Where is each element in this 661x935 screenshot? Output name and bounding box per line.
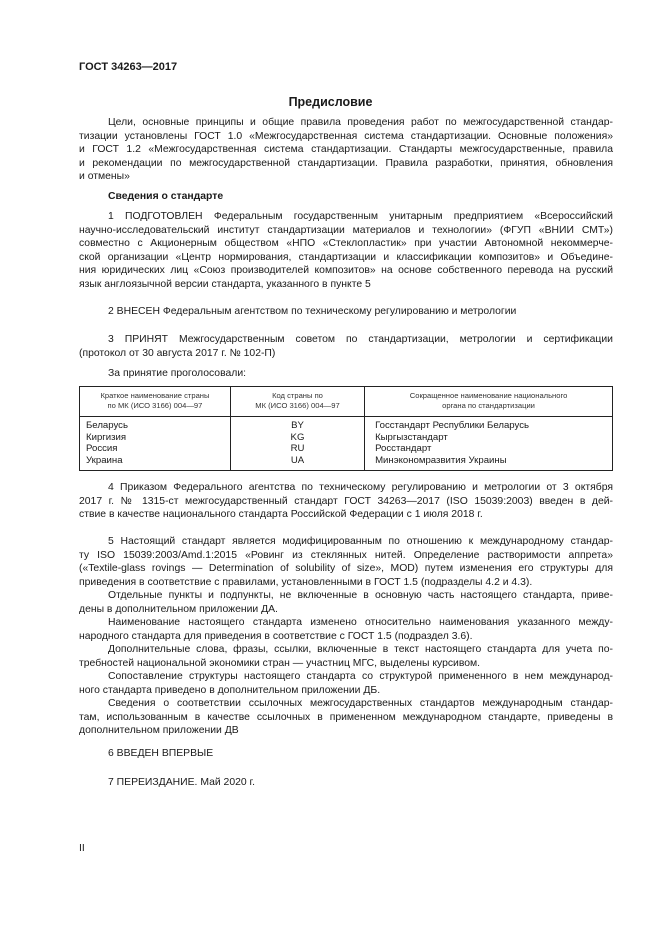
table-body-row (80, 417, 613, 471)
text-line: ния юридических лиц «Союз производителей композитов» на основе собственного перевода на русский (79, 265, 613, 276)
text-line: ствие в качестве национального стандарта Российской Федерации с 1 июля 2018 г. (79, 509, 483, 520)
item-7-paragraph (79, 776, 613, 790)
page-number: II (79, 843, 85, 854)
text-line: ного стандарта приведено в дополнительном приложении ДБ. (79, 684, 381, 696)
item-3-paragraph (79, 333, 613, 360)
table-cell: Украина (86, 454, 123, 466)
text-line: требностей национальной экономики стран — участниц МГС, выделены курсивом. (79, 657, 481, 669)
country-cell (80, 417, 231, 471)
table-cell: Россия (86, 443, 118, 454)
text-line: 3 ПРИНЯТ Межгосударственным советом по стандартизации, метрологии и сертификации (108, 334, 613, 345)
text-line: Цели, основные принципы и общие правила проведения работ по межгосударственной стандар- (108, 117, 613, 128)
text-line: там, использованным в качестве ссылочных в примененном международном стандарте, приведены в (79, 711, 613, 723)
organ-cell (365, 417, 613, 471)
table-cell: RU (290, 443, 305, 454)
text-line: Сопоставление структуры настоящего стандарта со структурой примененного в нем международ- (108, 671, 613, 682)
item-6-paragraph (79, 747, 613, 761)
column-header-code: Код страны по МК (ИСО 3166) 004—97 (230, 387, 364, 417)
table-header-row (80, 387, 613, 417)
text-line: ской организации «Центр нормирования, стандартизации и классификации композитов» и Объедине- (79, 251, 613, 263)
text-line: совместно с Акционерным обществом «НПО «Стеклопластик» при участии Автономной некоммерче- (79, 238, 613, 249)
table-cell: KG (290, 431, 305, 443)
column-header-country: Краткое наименование страны по МК (ИСО 3166) 004—97 (80, 387, 231, 417)
text-line: (протокол от 30 августа 2017 г. № 102-П) (79, 347, 276, 359)
table-cell: Киргизия (86, 431, 127, 443)
page-title: Предисловие (288, 95, 373, 109)
text-line: дополнительном приложении ДВ (79, 725, 239, 736)
text-line: язык англоязычной версии стандарта, указанного в пункте 5 (79, 278, 371, 290)
vote-intro (79, 367, 613, 381)
item-5-paragraph-4 (79, 643, 613, 670)
text-line: дены в дополнительном приложении ДА. (79, 603, 278, 615)
text-line: Дополнительные слова, фразы, ссылки, включенные в текст настоящего стандарта для учета по- (108, 644, 613, 655)
text-line: 4 Приказом Федерального агентства по техническому регулированию и метрологии от 3 октября (108, 482, 613, 493)
text-line: 7 ПЕРЕИЗДАНИЕ. Май 2020 г. (108, 777, 255, 788)
table-cell: Росстандарт (375, 443, 432, 454)
item-5-paragraph-5 (79, 670, 613, 697)
item-5-paragraph-3 (79, 616, 613, 643)
text-line: народного стандарта для приведения в соответствие с ГОСТ 1.5 (подраздел 3.6). (79, 630, 473, 642)
item-4-paragraph (79, 481, 613, 522)
table-cell: UA (290, 454, 305, 466)
table-cell: Беларусь (86, 420, 128, 431)
text-line: 5 Настоящий стандарт является модифицированным по отношению к международному стандар- (108, 536, 613, 547)
intro-paragraph (79, 116, 613, 184)
voting-table (79, 386, 613, 471)
text-line: 1 ПОДГОТОВЛЕН Федеральным государственным унитарным предприятием «Всероссийский (108, 211, 613, 222)
item-5-paragraph-2 (79, 589, 613, 616)
table-cell: Кыргызстандарт (375, 431, 448, 443)
column-header-organ: Сокращенное наименование национального органа по стандартизации (365, 387, 613, 417)
text-line: и отмены» (79, 171, 130, 182)
item-1-paragraph (79, 210, 613, 291)
text-line: научно-исследовательский институт стандартизации материалов и технологии» (ФГУП «ВНИИ СМТ») (79, 224, 613, 236)
section-subheading: Сведения о стандарте (108, 191, 224, 202)
text-line: ту ISO 15039:2003/Amd.1:2015 «Ровинг из стеклянных нитей. Определение растворимости аппрета» (79, 549, 613, 561)
document-code: ГОСТ 34263—2017 (79, 61, 178, 73)
item-5-paragraph-6 (79, 697, 613, 738)
text-line: За принятие проголосовали: (108, 368, 247, 379)
text-line: Наименование настоящего стандарта изменено относительно наименования указанного между- (108, 617, 613, 628)
text-line: приведения в соответствие с правилами, установленными в ГОСТ 1.5 (подразделы 4.2 и 4.3). (79, 576, 533, 588)
text-line: 2 ВНЕСЕН Федеральным агентством по техническому регулированию и метрологии (108, 306, 517, 317)
table-cell: Госстандарт Республики Беларусь (375, 420, 529, 431)
text-line: Сведения о соответствии ссылочных межгосударственных стандартов международным стандар- (108, 698, 613, 709)
text-line: и рекомендации по межгосударственной стандартизации. Правила разработки, принятия, обновления (79, 157, 613, 169)
text-line: и ГОСТ 1.2 «Межгосударственная система стандартизации. Стандарты межгосударственные, правила (79, 144, 613, 155)
item-2-paragraph (79, 305, 613, 319)
text-line: («Textile-glass rovings — Determination of solubility of size», MOD) путем изменения его структуры для (79, 563, 613, 574)
text-line: 6 ВВЕДЕН ВПЕРВЫЕ (108, 748, 214, 759)
text-line: 2017 г. № 1315-ст межгосударственный стандарт ГОСТ 34263—2017 (ISO 15039:2003) введен в дей- (79, 495, 613, 507)
table-cell: BY (291, 420, 304, 431)
code-cell (230, 417, 364, 471)
item-5-paragraph (79, 535, 613, 589)
table-cell: Минэкономразвития Украины (375, 454, 507, 466)
text-line: тизации установлены ГОСТ 1.0 «Межгосударственная система стандартизации. Основные положения» (79, 130, 613, 142)
text-line: Отдельные пункты и подпункты, не включенные в основную часть настоящего стандарта, приве- (108, 590, 613, 601)
